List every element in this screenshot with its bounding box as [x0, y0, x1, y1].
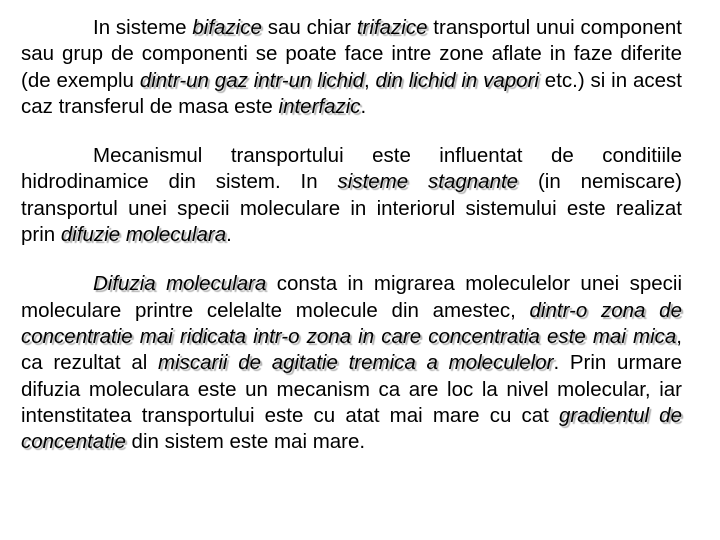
text-run: , [364, 68, 376, 92]
emphasized-term: sisteme stagnante [337, 170, 519, 194]
text-run: consta in migrarea moleculelor unei specii moleculare printre celelalte molecule din amestec, [21, 272, 682, 322]
emphasized-term: gradientul de concentatie [21, 403, 682, 454]
emphasized-term: trifazice [356, 16, 428, 39]
emphasized-term: difuzie moleculara [60, 223, 227, 247]
emphasized-term: dintr-un gaz intr-un lichid [139, 68, 364, 92]
text-run: (in nemiscare) transportul unei specii moleculare in interiorul sistemului este realizat prin [21, 170, 683, 247]
paragraph-molecular-diffusion [21, 271, 682, 455]
emphasized-term: miscarii de agitatie tremica a moleculelor [158, 351, 554, 375]
text-run: etc.) si in acest caz transferul de masa este [21, 68, 682, 118]
text-run: . [226, 223, 232, 247]
text-run: Mecanismul transportului este influentat de conditiile hidrodinamice din sistem. In [21, 144, 682, 194]
text-run: din sistem este mai mare. [125, 430, 366, 454]
text-run: transportul unui component sau grup de componenti se poate face intre zone aflate in faze diferite (de exemplu [21, 16, 682, 92]
emphasized-term: Difuzia moleculara [93, 272, 267, 296]
emphasized-term: dintr-o zona de concentratie mai ridicata intr-o zona in care concentratia este mai mica [21, 298, 682, 348]
text-run: In sisteme [93, 16, 193, 39]
paragraph-transport-mechanism [21, 143, 682, 248]
text-run: . [360, 94, 367, 118]
text-run: , ca rezultat al [21, 324, 682, 375]
emphasized-term: din lichid in vapori [375, 68, 539, 92]
text-run: . Prin urmare difuzia moleculara este un mecanism ca are loc la nivel molecular, iar intenstitatea transportului este cu atat mai mare cu cat [21, 351, 682, 427]
text-run: sau chiar [261, 16, 357, 39]
paragraph-biphasic-transport [21, 15, 682, 120]
emphasized-term: bifazice [192, 16, 262, 39]
emphasized-term: interfazic [278, 94, 361, 118]
